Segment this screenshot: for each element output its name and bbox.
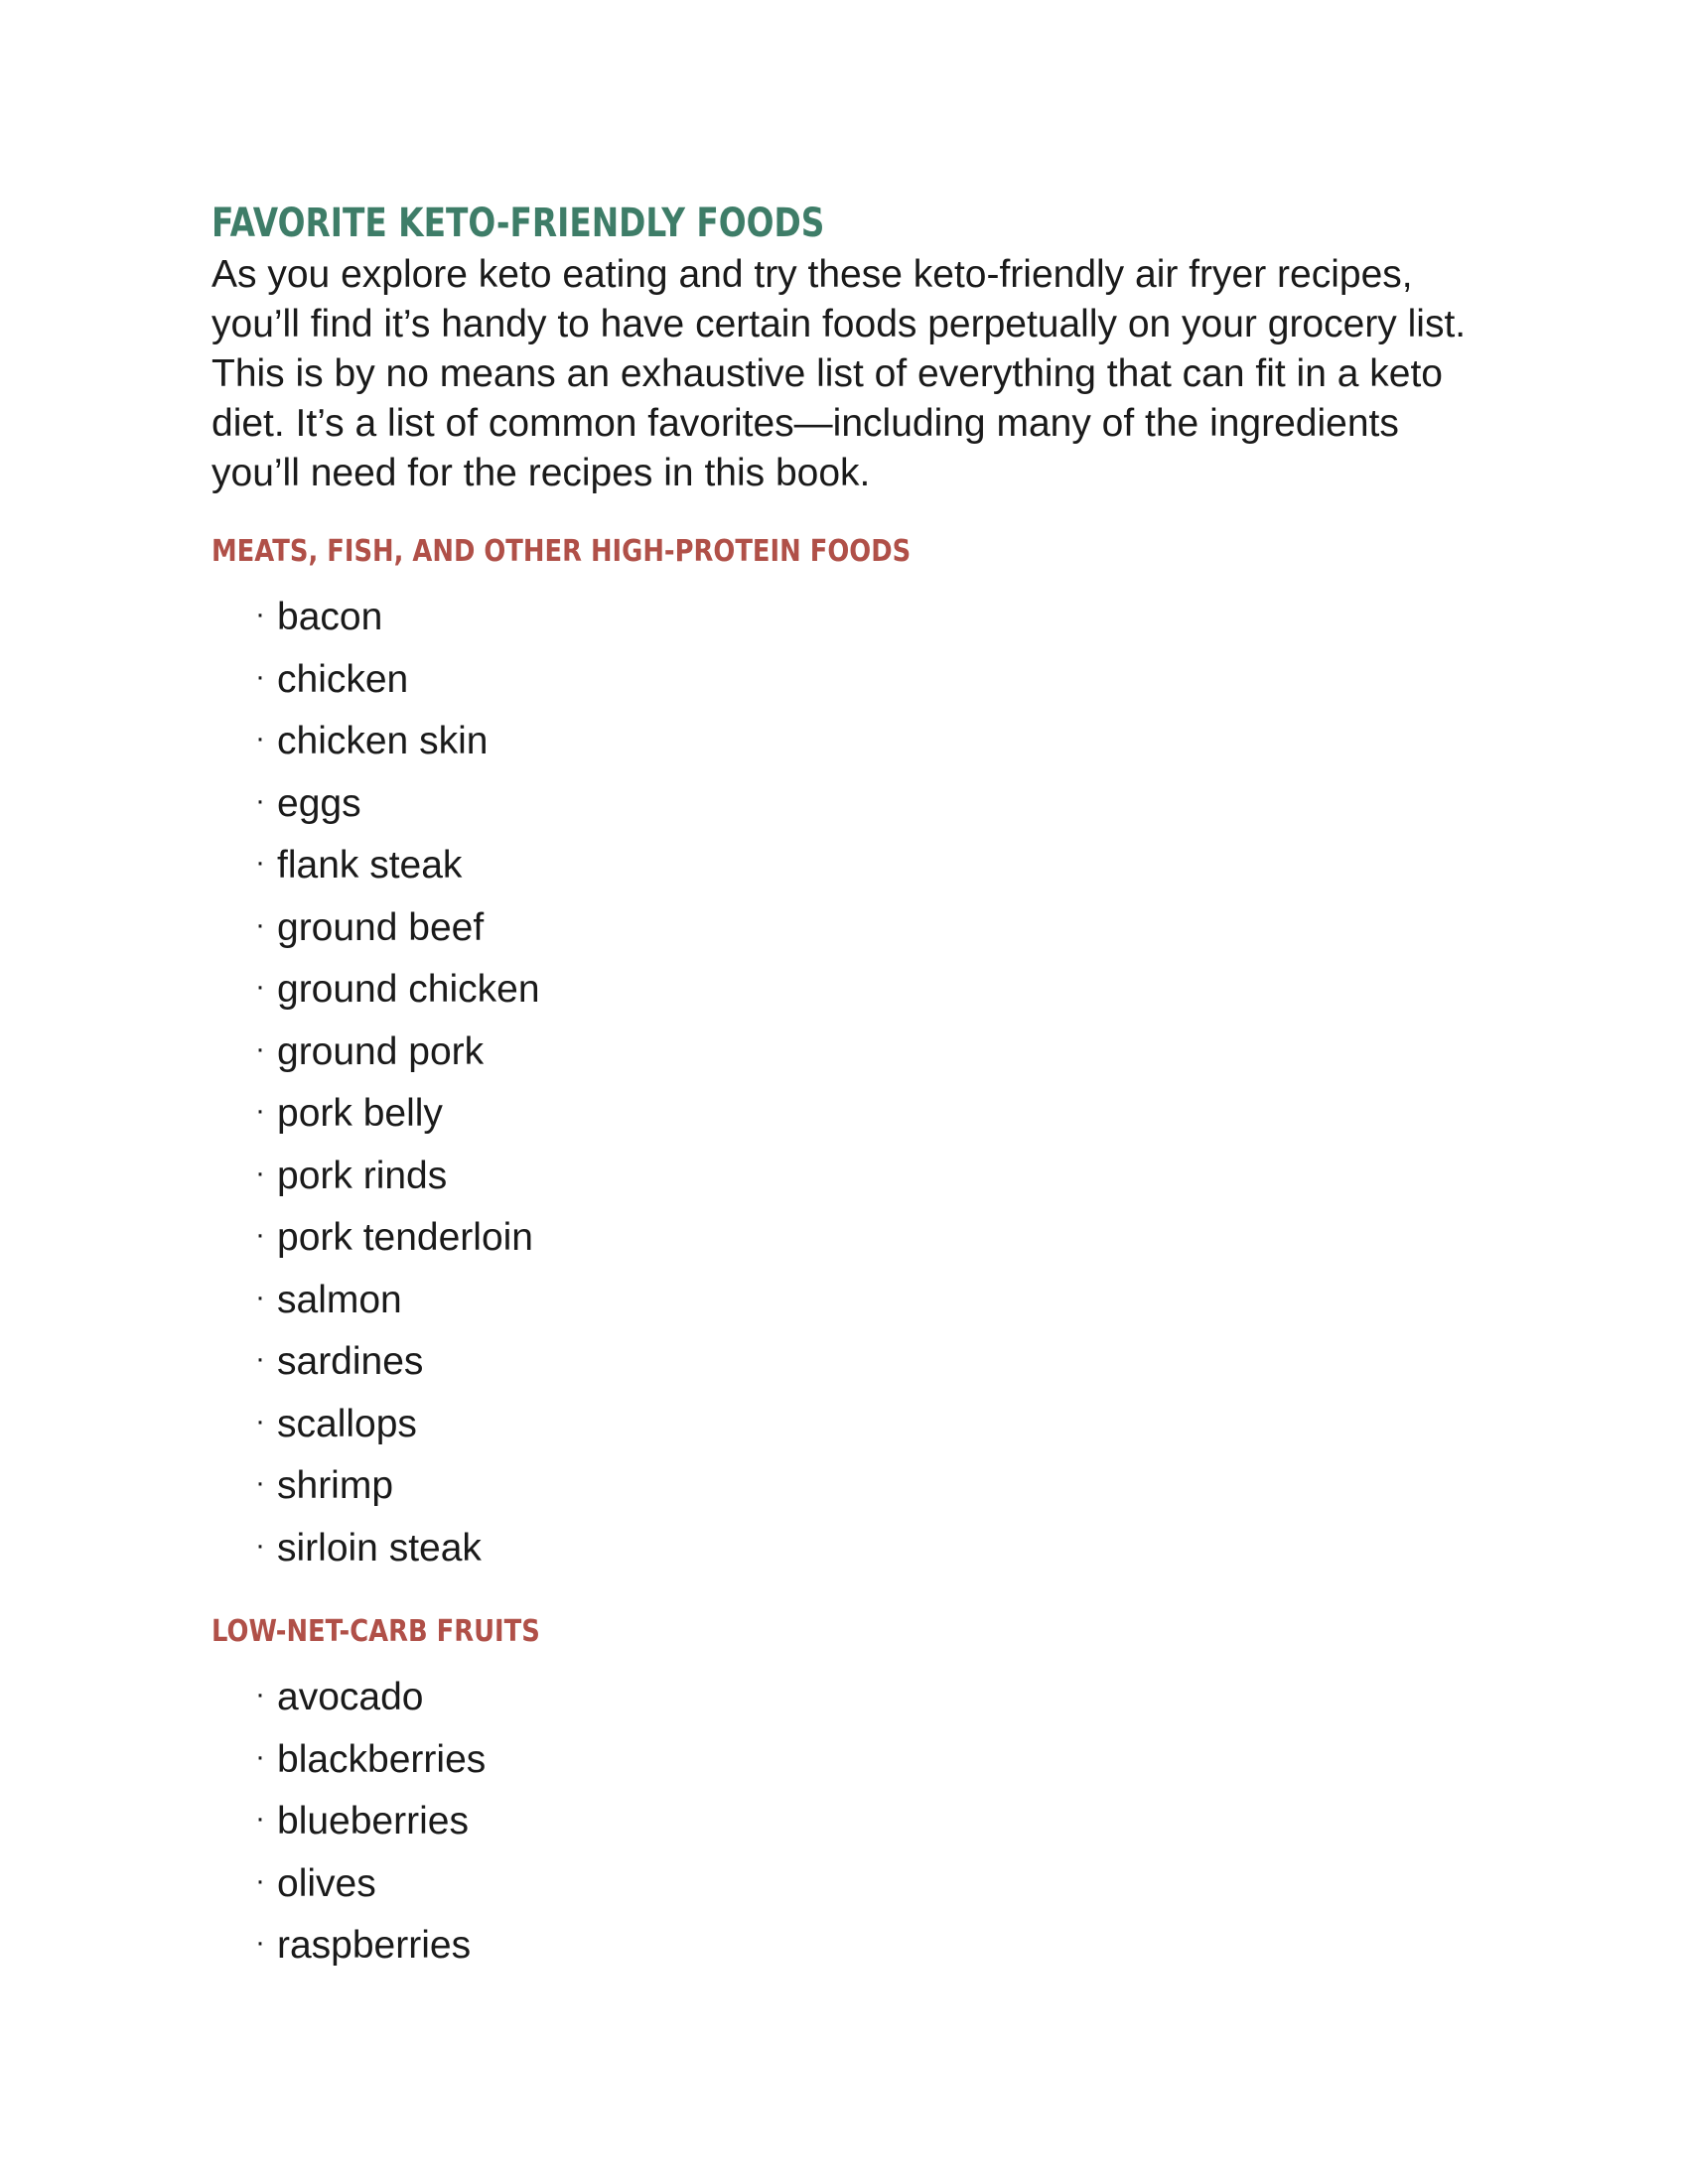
- list-item-label: salmon: [277, 1278, 402, 1321]
- list-item-label: flank steak: [277, 844, 463, 887]
- bullet-dot: ·: [255, 1342, 265, 1375]
- list-item: [255, 1452, 1502, 1515]
- bullet-dot: ·: [255, 846, 265, 879]
- bullet-dot: ·: [255, 1802, 265, 1835]
- bullet-dot: ·: [255, 1218, 265, 1251]
- list-item-label: blueberries: [277, 1800, 469, 1843]
- list-item: [255, 770, 1502, 833]
- list-item-label: avocado: [277, 1676, 424, 1718]
- meats-list: [211, 584, 1502, 1576]
- list-item: [255, 708, 1502, 770]
- list-item-label: blackberries: [277, 1737, 487, 1781]
- list-item: [255, 1143, 1502, 1205]
- list-item-label: shrimp: [277, 1464, 394, 1507]
- list-item-label: eggs: [277, 781, 361, 825]
- list-item: [255, 1515, 1502, 1577]
- bullet-dot: ·: [255, 1280, 265, 1313]
- list-item-label: sirloin steak: [277, 1526, 482, 1570]
- list-item-label: ground beef: [277, 905, 485, 949]
- list-item-label: scallops: [277, 1402, 417, 1445]
- bullet-dot: ·: [255, 783, 265, 817]
- list-item-label: olives: [277, 1861, 376, 1905]
- bullet-dot: ·: [255, 907, 265, 941]
- list-item-label: chicken: [277, 657, 409, 701]
- list-item-label: chicken skin: [277, 720, 489, 762]
- bullet-dot: ·: [255, 1678, 265, 1710]
- list-item: [255, 1664, 1502, 1726]
- bullet-dot: ·: [255, 1466, 265, 1499]
- bullet-dot: ·: [255, 659, 265, 693]
- bullet-dot: ·: [255, 598, 265, 630]
- list-item: [255, 1391, 1502, 1453]
- bullet-dot: ·: [255, 970, 265, 1003]
- list-item: [255, 1019, 1502, 1081]
- bullet-dot: ·: [255, 1031, 265, 1065]
- list-item-label: sardines: [277, 1340, 424, 1383]
- list-item-label: pork belly: [277, 1092, 443, 1135]
- list-item: [255, 646, 1502, 709]
- list-item: [255, 1328, 1502, 1391]
- bullet-dot: ·: [255, 1926, 265, 1959]
- list-item-label: ground pork: [277, 1029, 485, 1073]
- list-item: [255, 1080, 1502, 1143]
- bullet-dot: ·: [255, 1094, 265, 1127]
- list-item: [255, 1788, 1502, 1850]
- list-item: [255, 1912, 1502, 1975]
- list-item-label: pork rinds: [277, 1154, 448, 1197]
- bullet-dot: ·: [255, 1156, 265, 1189]
- document-page: [211, 199, 1502, 1975]
- section-heading-meats: MEATS, FISH, AND OTHER HIGH-PROTEIN FOODS: [211, 534, 912, 569]
- list-item-label: pork tenderloin: [277, 1216, 533, 1259]
- list-item-label: bacon: [277, 596, 383, 638]
- list-item-label: raspberries: [277, 1924, 472, 1967]
- list-item: [255, 584, 1502, 646]
- bullet-dot: ·: [255, 1863, 265, 1897]
- list-item: [255, 1850, 1502, 1913]
- list-item-label: ground chicken: [277, 968, 540, 1011]
- bullet-dot: ·: [255, 1404, 265, 1437]
- list-item: [255, 1204, 1502, 1267]
- list-item: [255, 956, 1502, 1019]
- list-item: [255, 1726, 1502, 1789]
- section-heading-fruits: LOW-NET-CARB FRUITS: [211, 1614, 540, 1649]
- list-item: [255, 832, 1502, 894]
- bullet-dot: ·: [255, 1739, 265, 1773]
- fruits-list: [211, 1664, 1502, 1975]
- list-item: [255, 1267, 1502, 1329]
- bullet-dot: ·: [255, 722, 265, 754]
- bullet-dot: ·: [255, 1528, 265, 1562]
- list-item: [255, 894, 1502, 957]
- page-title: FAVORITE KETO-FRIENDLY FOODS: [211, 201, 825, 246]
- intro-paragraph: As you explore keto eating and try these keto-friendly air fryer recipes, you’ll find it’s handy to have certain foods perpetually on your grocery list. This is by no means an exhaustive list of everything that can fit in a keto diet. It’s a list of common favorites—including many of the ingredients you’ll need for the recipes in this book.: [211, 253, 1467, 494]
